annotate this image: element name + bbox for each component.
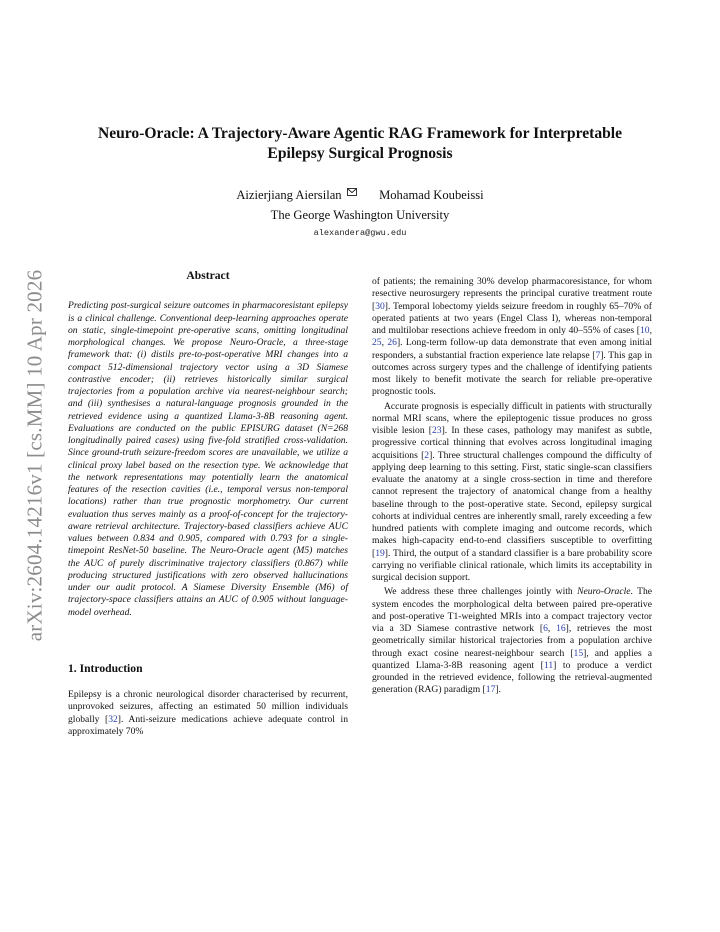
arxiv-identifier: arXiv:2604.14216v1 [cs.MM] 10 Apr 2026 (22, 269, 47, 641)
title-line-1: Neuro-Oracle: A Trajectory-Aware Agentic RAG Framework for Interpretable (97, 125, 623, 142)
author-name-1: Aizierjiang Aiersilan (236, 188, 342, 202)
intro-paragraph-4: We address these three challenges jointly with Neuro-Oracle. The system encodes the morphological delta between paired pre-operative and post-operative T1-weighted MRIs into a compact trajectory vector via a 3D Siamese contrastive network [6, 16], retrieves the most geometrically similar historical trajectories from a population archive through exact cosine nearest-neighbour search [15], and applies a quantized Llama-3-8B reasoning agent [11] to produce a verdict grounded in the retrieved evidence, following the retrieval-augmented generation (RAG) paradigm [17]. (372, 586, 652, 696)
paper-title (60, 124, 660, 164)
title-line-2: Epilepsy Surgical Prognosis (267, 145, 453, 162)
citation-link[interactable]: 25 (372, 337, 382, 349)
abstract-text: Predicting post-surgical seizure outcomes in pharmacoresistant epilepsy is a clinical challenge. Conventional deep-learning approaches operate on static, single-timepoint pre-operative scans, omitting longitudinal morphological changes. We propose Neuro-Oracle, a three-stage framework that: (i) distils pre-to-post-operative MRI changes into a compact 512-dimensional trajectory vector using a 3D Siamese contrastive encoder; (ii) retrieves historically similar surgical trajectories from a population archive via nearest-neighbour search; and (iii) synthesises a natural-language prognosis grounded in the retrieved evidence using a quantized Llama-3-8B reasoning agent. Evaluations are conducted on the public EPISURG dataset (N=268 longitudinally paired cases) using five-fold stratified cross-validation. Since ground-truth seizure-freedom scores are unavailable, we utilize a clinical proxy label based on the resection type. We acknowledge that the network representations may potentially learn the anatomical features of the resection cavities (i.e., temporal versus non-temporal locations) rather than true prognostic morphometry. Our current evaluation thus serves mainly as a proof-of-concept for the trajectory-aware retrieval architecture. Trajectory-based classifiers achieve AUC values between 0.834 and 0.905, compared with 0.793 for a single-timepoint ResNet-50 baseline. The Neuro-Oracle agent (M5) matches the AUC of purely discriminative trajectory classifiers (0.867) while producing structured justifications with zero observed hallucinations under our audit protocol. A Siamese Diversity Ensemble (M6) of trajectory-space classifiers attains an AUC of 0.905 without language-model overhead. (68, 300, 348, 618)
intro-paragraph-3: Accurate prognosis is especially difficult in patients with structurally normal MRI scans, where the epileptogenic tissue produces no gross visible lesion [23]. In these cases, pathology may manifest as subtle, progressive cortical thinning that evolves across longitudinal imaging acquisitions [2]. Three structural challenges compound the difficulty of applying deep learning to this setting. First, static single-scan classifiers evaluate the anatomy at a single cross-section in time and therefore cannot represent the trajectory of anatomical change from a healthy baseline through to the post-operative state. Second, epilepsy surgical cohorts at individual centres are inherently small, rarely exceeding a few hundred patients with complete imaging and outcome records, which makes high-capacity end-to-end classifiers susceptible to overfitting [19]. Third, the output of a standard classifier is a bare probability score carrying no verifiable clinical rationale, which limits its acceptability in surgical decision support. (372, 400, 652, 583)
citation-link[interactable]: 17 (485, 684, 496, 696)
right-column (372, 276, 652, 697)
citation-link[interactable]: 6 (543, 623, 548, 634)
system-name: Neuro-Oracle (577, 586, 631, 598)
citation-link[interactable]: 15 (573, 647, 584, 659)
author-list (60, 187, 660, 203)
arxiv-identifier-stamp (18, 255, 52, 655)
intro-paragraph-1: Epilepsy is a chronic neurological disorder characterised by recurrent, unprovoked seizures, affecting an estimated 50 million individuals globally [32]. Anti-seizure medications achieve adequate control in approximately 70% (68, 689, 348, 737)
citation-link[interactable]: 2 (424, 449, 430, 461)
author-name-2: Mohamad Koubeissi (379, 188, 484, 202)
affiliation: The George Washington University (270, 208, 450, 222)
citation-link[interactable]: 23 (432, 425, 442, 436)
intro-paragraph-2: of patients; the remaining 30% develop pharmacoresistance, for whom resective neurosurgery represents the principal curative treatment route [30]. Temporal lobectomy yields seizure freedom in roughly 65–70% of operated patients at two years (Engel Class I), whereas non-temporal and multilobar resections achieve freedom in only 40–55% of cases [10, 25, 26]. Long-term follow-up data demonstrate that even among initial responders, a substantial fraction experience late relapse [7]. This gap in outcomes across surgery types and the challenge of identifying patients most likely to benefit motivate the search for reliable pre-operative prognostic tools. (372, 276, 653, 398)
citation-link[interactable]: 32 (108, 713, 118, 725)
citation-link[interactable]: 30 (375, 300, 385, 312)
envelope-icon (347, 188, 357, 196)
author-email[interactable]: alexandera@gwu.edu (313, 228, 407, 238)
citation-link[interactable]: 7 (595, 349, 601, 361)
left-column (68, 270, 348, 738)
abstract-heading: Abstract (186, 269, 230, 282)
citation-link[interactable]: 10 (640, 325, 650, 336)
citation-link[interactable]: 11 (543, 659, 554, 671)
citation-link[interactable]: 16 (556, 623, 566, 634)
citation-link[interactable]: 19 (375, 547, 385, 559)
introduction-heading: 1. Introduction (68, 661, 143, 675)
citation-link[interactable]: 26 (387, 337, 397, 349)
